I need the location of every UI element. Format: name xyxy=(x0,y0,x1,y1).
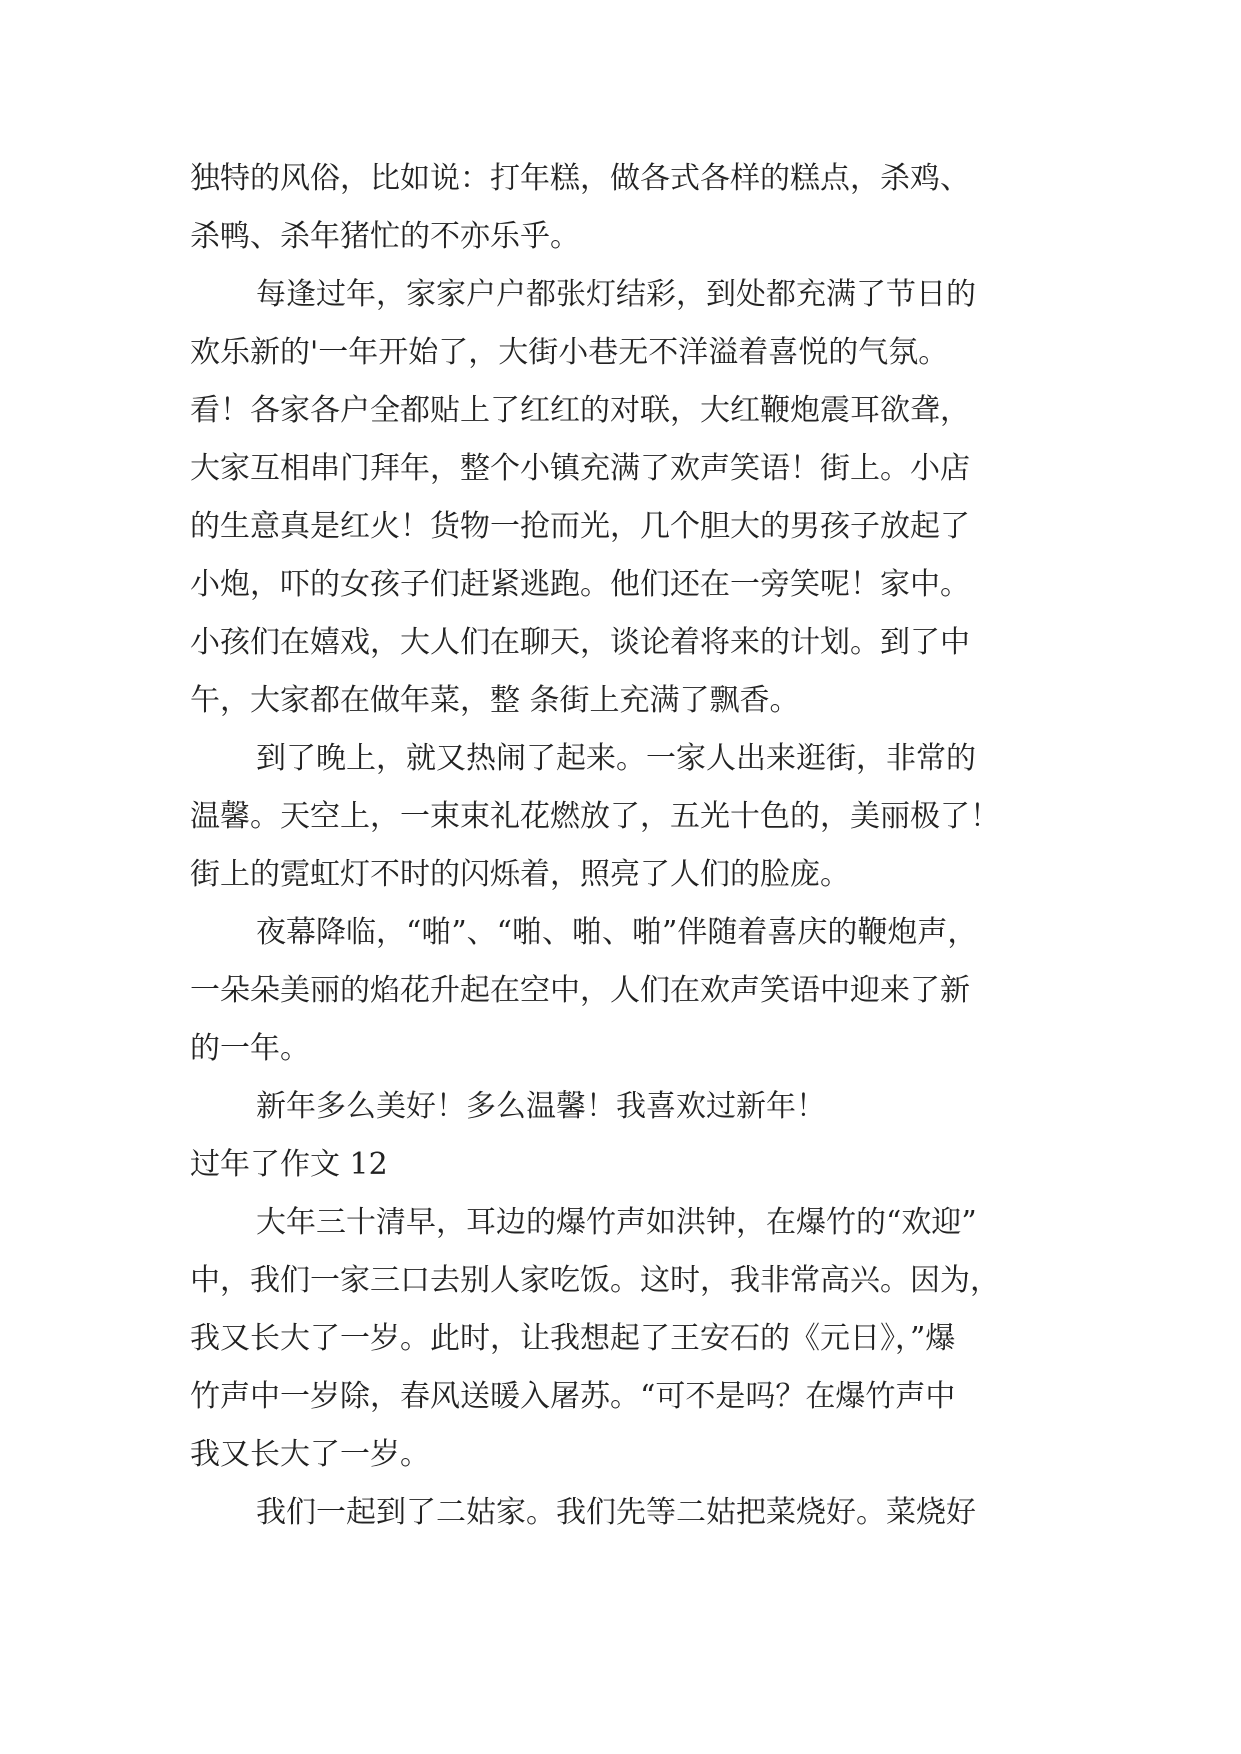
section-heading: 过年了作文 12 xyxy=(190,1147,388,1182)
text-line: 每逢过年，家家户户都张灯结彩，到处都充满了节日的 xyxy=(256,277,976,312)
text-line: 我又长大了一岁。此时，让我想起了王安石的《元日》，”爆 xyxy=(190,1321,956,1356)
text-line: 的生意真是红火！货物一抢而光，几个胆大的男孩子放起了 xyxy=(190,509,970,544)
text-line: 竹声中一岁除，春风送暖入屠苏。“可不是吗？在爆竹声中 xyxy=(190,1379,956,1414)
text-line: 大家互相串门拜年，整个小镇充满了欢声笑语！街上。小店 xyxy=(190,451,970,486)
text-line: 独特的风俗，比如说：打年糕，做各式各样的糕点，杀鸡、 xyxy=(190,161,970,196)
text-line: 欢乐新的'一年开始了，大街小巷无不洋溢着喜悦的气氛。 xyxy=(190,335,949,370)
text-line: 杀鸭、杀年猪忙的不亦乐乎。 xyxy=(190,219,580,254)
essay-text xyxy=(190,150,1070,1542)
text-line: 我们一起到了二姑家。我们先等二姑把菜烧好。菜烧好 xyxy=(256,1495,976,1530)
text-line: 我又长大了一岁。 xyxy=(190,1437,430,1472)
text-line: 午，大家都在做年菜，整 条街上充满了飘香。 xyxy=(190,683,800,718)
text-line: 一朵朵美丽的焰花升起在空中，人们在欢声笑语中迎来了新 xyxy=(190,973,970,1008)
text-line: 到了晚上，就又热闹了起来。一家人出来逛街，非常的 xyxy=(256,741,976,776)
text-line: 街上的霓虹灯不时的闪烁着，照亮了人们的脸庞。 xyxy=(190,857,850,892)
text-line: 的一年。 xyxy=(190,1031,310,1066)
text-line: 小孩们在嬉戏，大人们在聊天，谈论着将来的计划。到了中 xyxy=(190,625,970,660)
text-line: 中，我们一家三口去别人家吃饭。这时，我非常高兴。因为， xyxy=(190,1263,1000,1298)
text-line: 小炮，吓的女孩子们赶紧逃跑。他们还在一旁笑呢！家中。 xyxy=(190,567,970,602)
text-line: 夜幕降临，“啪”、“啪、啪、啪”伴随着喜庆的鞭炮声， xyxy=(256,915,978,950)
text-line: 温馨。天空上，一束束礼花燃放了，五光十色的，美丽极了！ xyxy=(190,799,1000,834)
text-line: 看！各家各户全都贴上了红红的对联，大红鞭炮震耳欲聋， xyxy=(190,393,970,428)
text-line: 大年三十清早，耳边的爆竹声如洪钟，在爆竹的“欢迎” xyxy=(256,1205,977,1240)
text-line: 新年多么美好！多么温馨！我喜欢过新年！ xyxy=(256,1089,826,1124)
